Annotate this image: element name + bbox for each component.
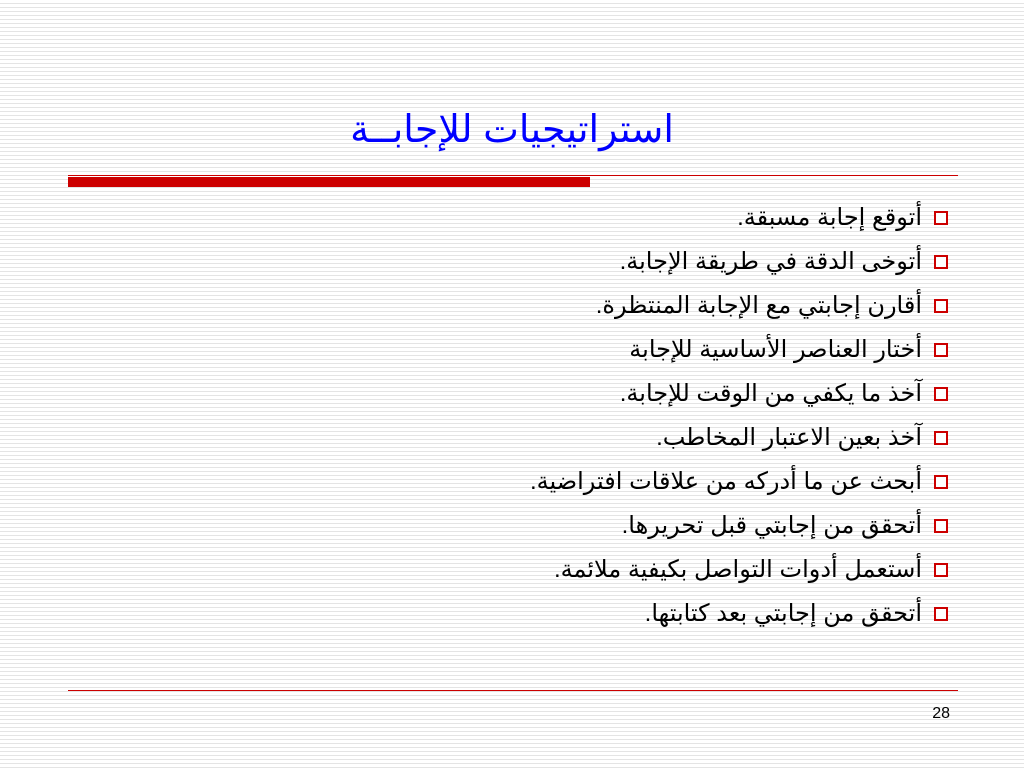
bullet-text: آخذ ما يكفي من الوقت للإجابة. — [619, 380, 922, 407]
page-number: 28 — [932, 705, 950, 722]
bullet-text: أبحث عن ما أدركه من علاقات افتراضية. — [529, 468, 922, 495]
hollow-square-icon — [934, 211, 948, 225]
hollow-square-icon — [934, 475, 948, 489]
slide-title: استراتيجيات للإجابــة — [350, 109, 674, 151]
footer-divider — [68, 690, 958, 691]
list-item — [128, 240, 948, 284]
bullet-text: أستعمل أدوات التواصل بكيفية ملائمة. — [553, 556, 922, 583]
list-item — [128, 372, 948, 416]
bullet-text: أتوخى الدقة في طريقة الإجابة. — [619, 248, 922, 275]
bullet-text: أتحقق من إجابتي بعد كتابتها. — [644, 600, 922, 627]
bullet-text: آخذ بعين الاعتبار المخاطب. — [656, 424, 922, 451]
hollow-square-icon — [934, 387, 948, 401]
title-divider-thick — [68, 177, 590, 187]
hollow-square-icon — [934, 299, 948, 313]
hollow-square-icon — [934, 607, 948, 621]
bullet-text: أتحقق من إجابتي قبل تحريرها. — [621, 512, 922, 539]
hollow-square-icon — [934, 431, 948, 445]
bullet-text: أتوقع إجابة مسبقة. — [737, 204, 922, 231]
hollow-square-icon — [934, 255, 948, 269]
hollow-square-icon — [934, 519, 948, 533]
hollow-square-icon — [934, 563, 948, 577]
list-item — [128, 196, 948, 240]
list-item — [128, 284, 948, 328]
title-divider-thin — [68, 175, 958, 176]
list-item — [128, 460, 948, 504]
list-item — [128, 548, 948, 592]
hollow-square-icon — [934, 343, 948, 357]
bullet-list — [128, 196, 948, 636]
list-item — [128, 592, 948, 636]
list-item — [128, 504, 948, 548]
list-item — [128, 328, 948, 372]
bullet-text: أقارن إجابتي مع الإجابة المنتظرة. — [595, 292, 922, 319]
list-item — [128, 416, 948, 460]
bullet-text: أختار العناصر الأساسية للإجابة — [629, 336, 922, 363]
